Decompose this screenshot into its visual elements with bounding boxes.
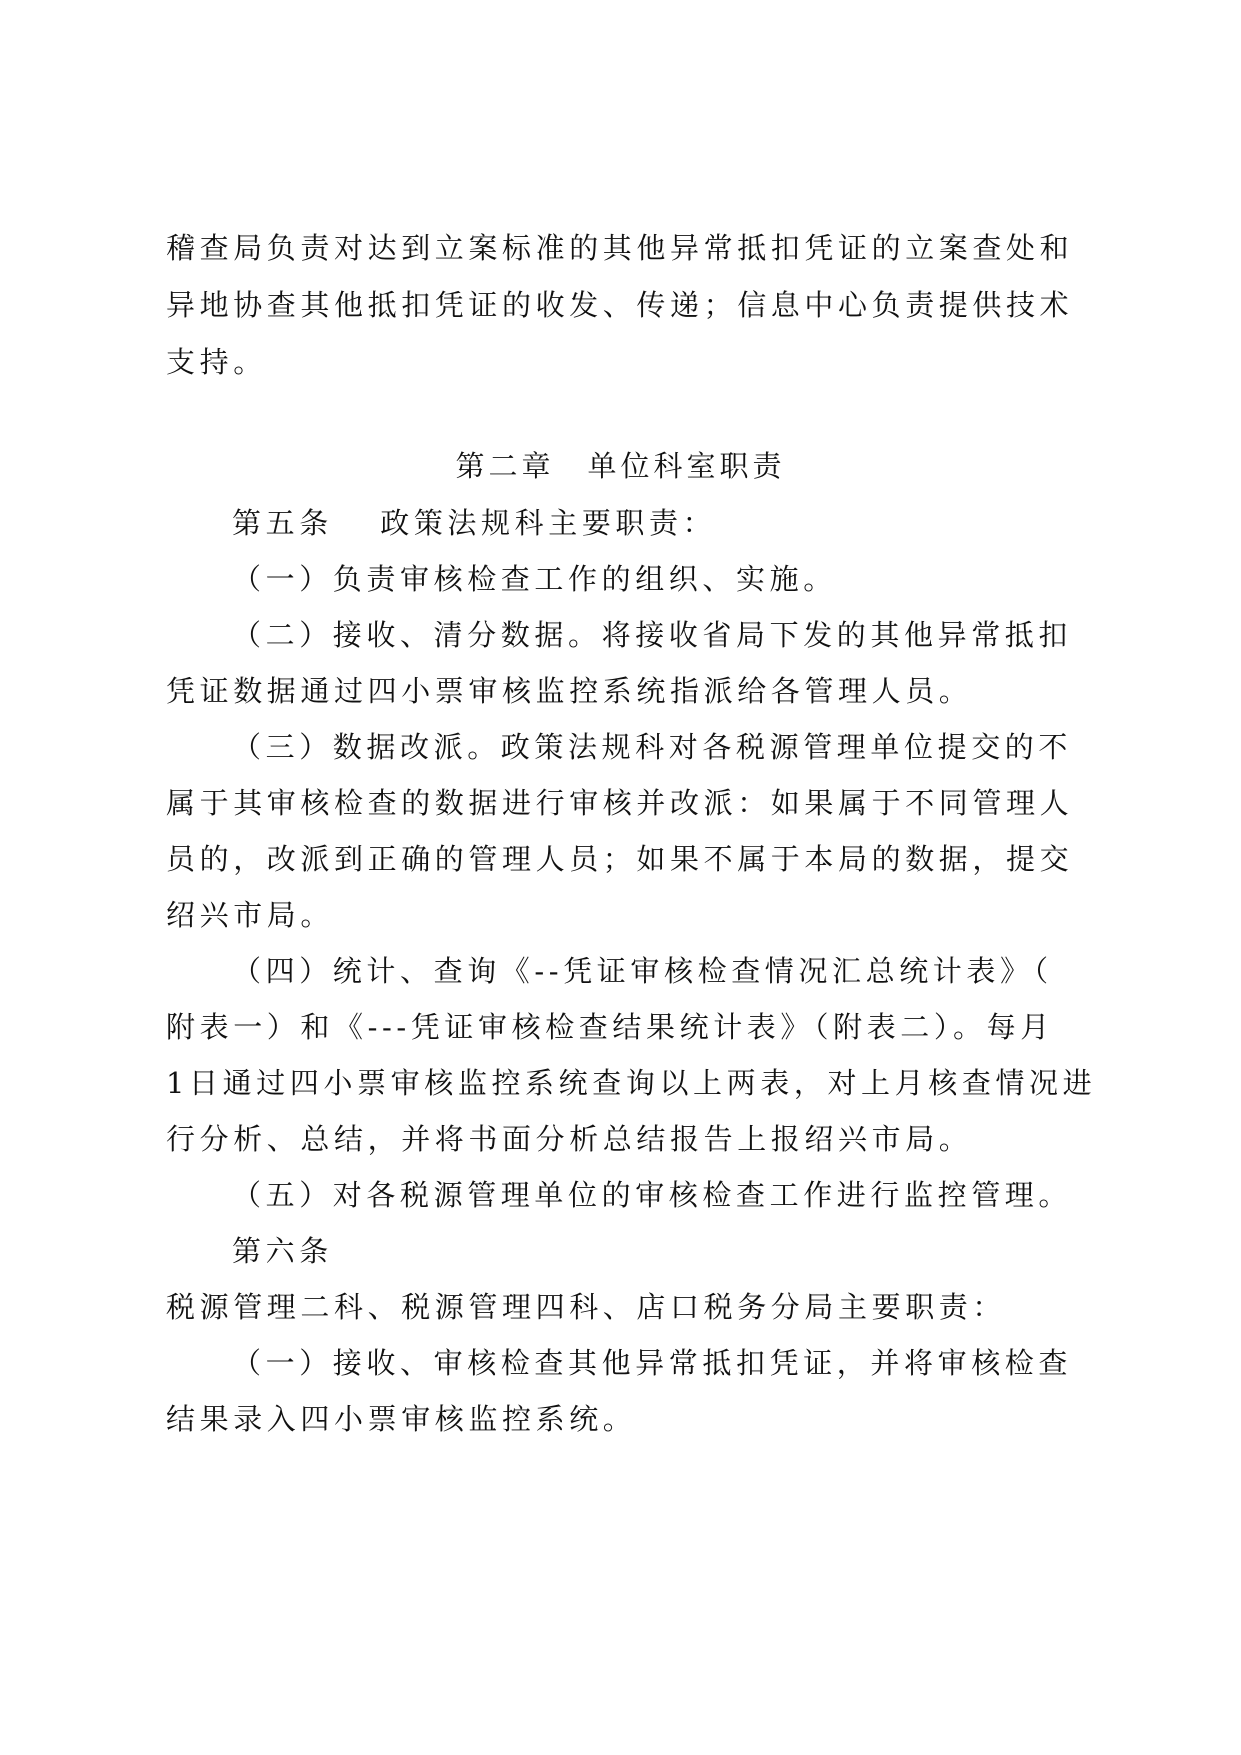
- body-line: 员的，改派到正确的管理人员；如果不属于本局的数据，提交: [166, 842, 1074, 876]
- body-line: 支持。: [166, 345, 267, 379]
- body-line: 异地协查其他抵扣凭证的收发、传递；信息中心负责提供技术: [166, 288, 1074, 322]
- body-line: 绍兴市局。: [166, 898, 335, 932]
- body-line: （四）统计、查询《--凭证审核检查情况汇总统计表》（: [232, 954, 1053, 988]
- body-line: （一）接收、审核检查其他异常抵扣凭证，并将审核检查: [232, 1346, 1073, 1380]
- body-line: 属于其审核检查的数据进行审核并改派：如果属于不同管理人: [166, 786, 1074, 820]
- body-line: （三）数据改派。政策法规科对各税源管理单位提交的不: [232, 730, 1073, 764]
- body-line: 结果录入四小票审核监控系统。: [166, 1402, 637, 1436]
- body-line: 稽查局负责对达到立案标准的其他异常抵扣凭证的立案查处和: [166, 231, 1074, 265]
- body-line: 附表一）和《---凭证审核检查结果统计表》（附表二）。每月: [166, 1010, 1054, 1044]
- body-line: 1日通过四小票审核监控系统查询以上两表，对上月核查情况进: [166, 1066, 1097, 1100]
- body-line: （五）对各税源管理单位的审核检查工作进行监控管理。: [232, 1178, 1073, 1212]
- article-heading: 第六条: [232, 1234, 333, 1268]
- body-line: （二）接收、清分数据。将接收省局下发的其他异常抵扣: [232, 618, 1073, 652]
- body-line: （一）负责审核检查工作的组织、实施。: [232, 562, 837, 596]
- chapter-heading: 第二章 单位科室职责: [455, 449, 786, 483]
- body-line: 行分析、总结，并将书面分析总结报告上报绍兴市局。: [166, 1122, 973, 1156]
- body-line: 税源管理二科、税源管理四科、店口税务分局主要职责：: [166, 1290, 1007, 1324]
- article-heading: 第五条 政策法规科主要职责：: [232, 506, 717, 540]
- body-line: 凭证数据通过四小票审核监控系统指派给各管理人员。: [166, 674, 973, 708]
